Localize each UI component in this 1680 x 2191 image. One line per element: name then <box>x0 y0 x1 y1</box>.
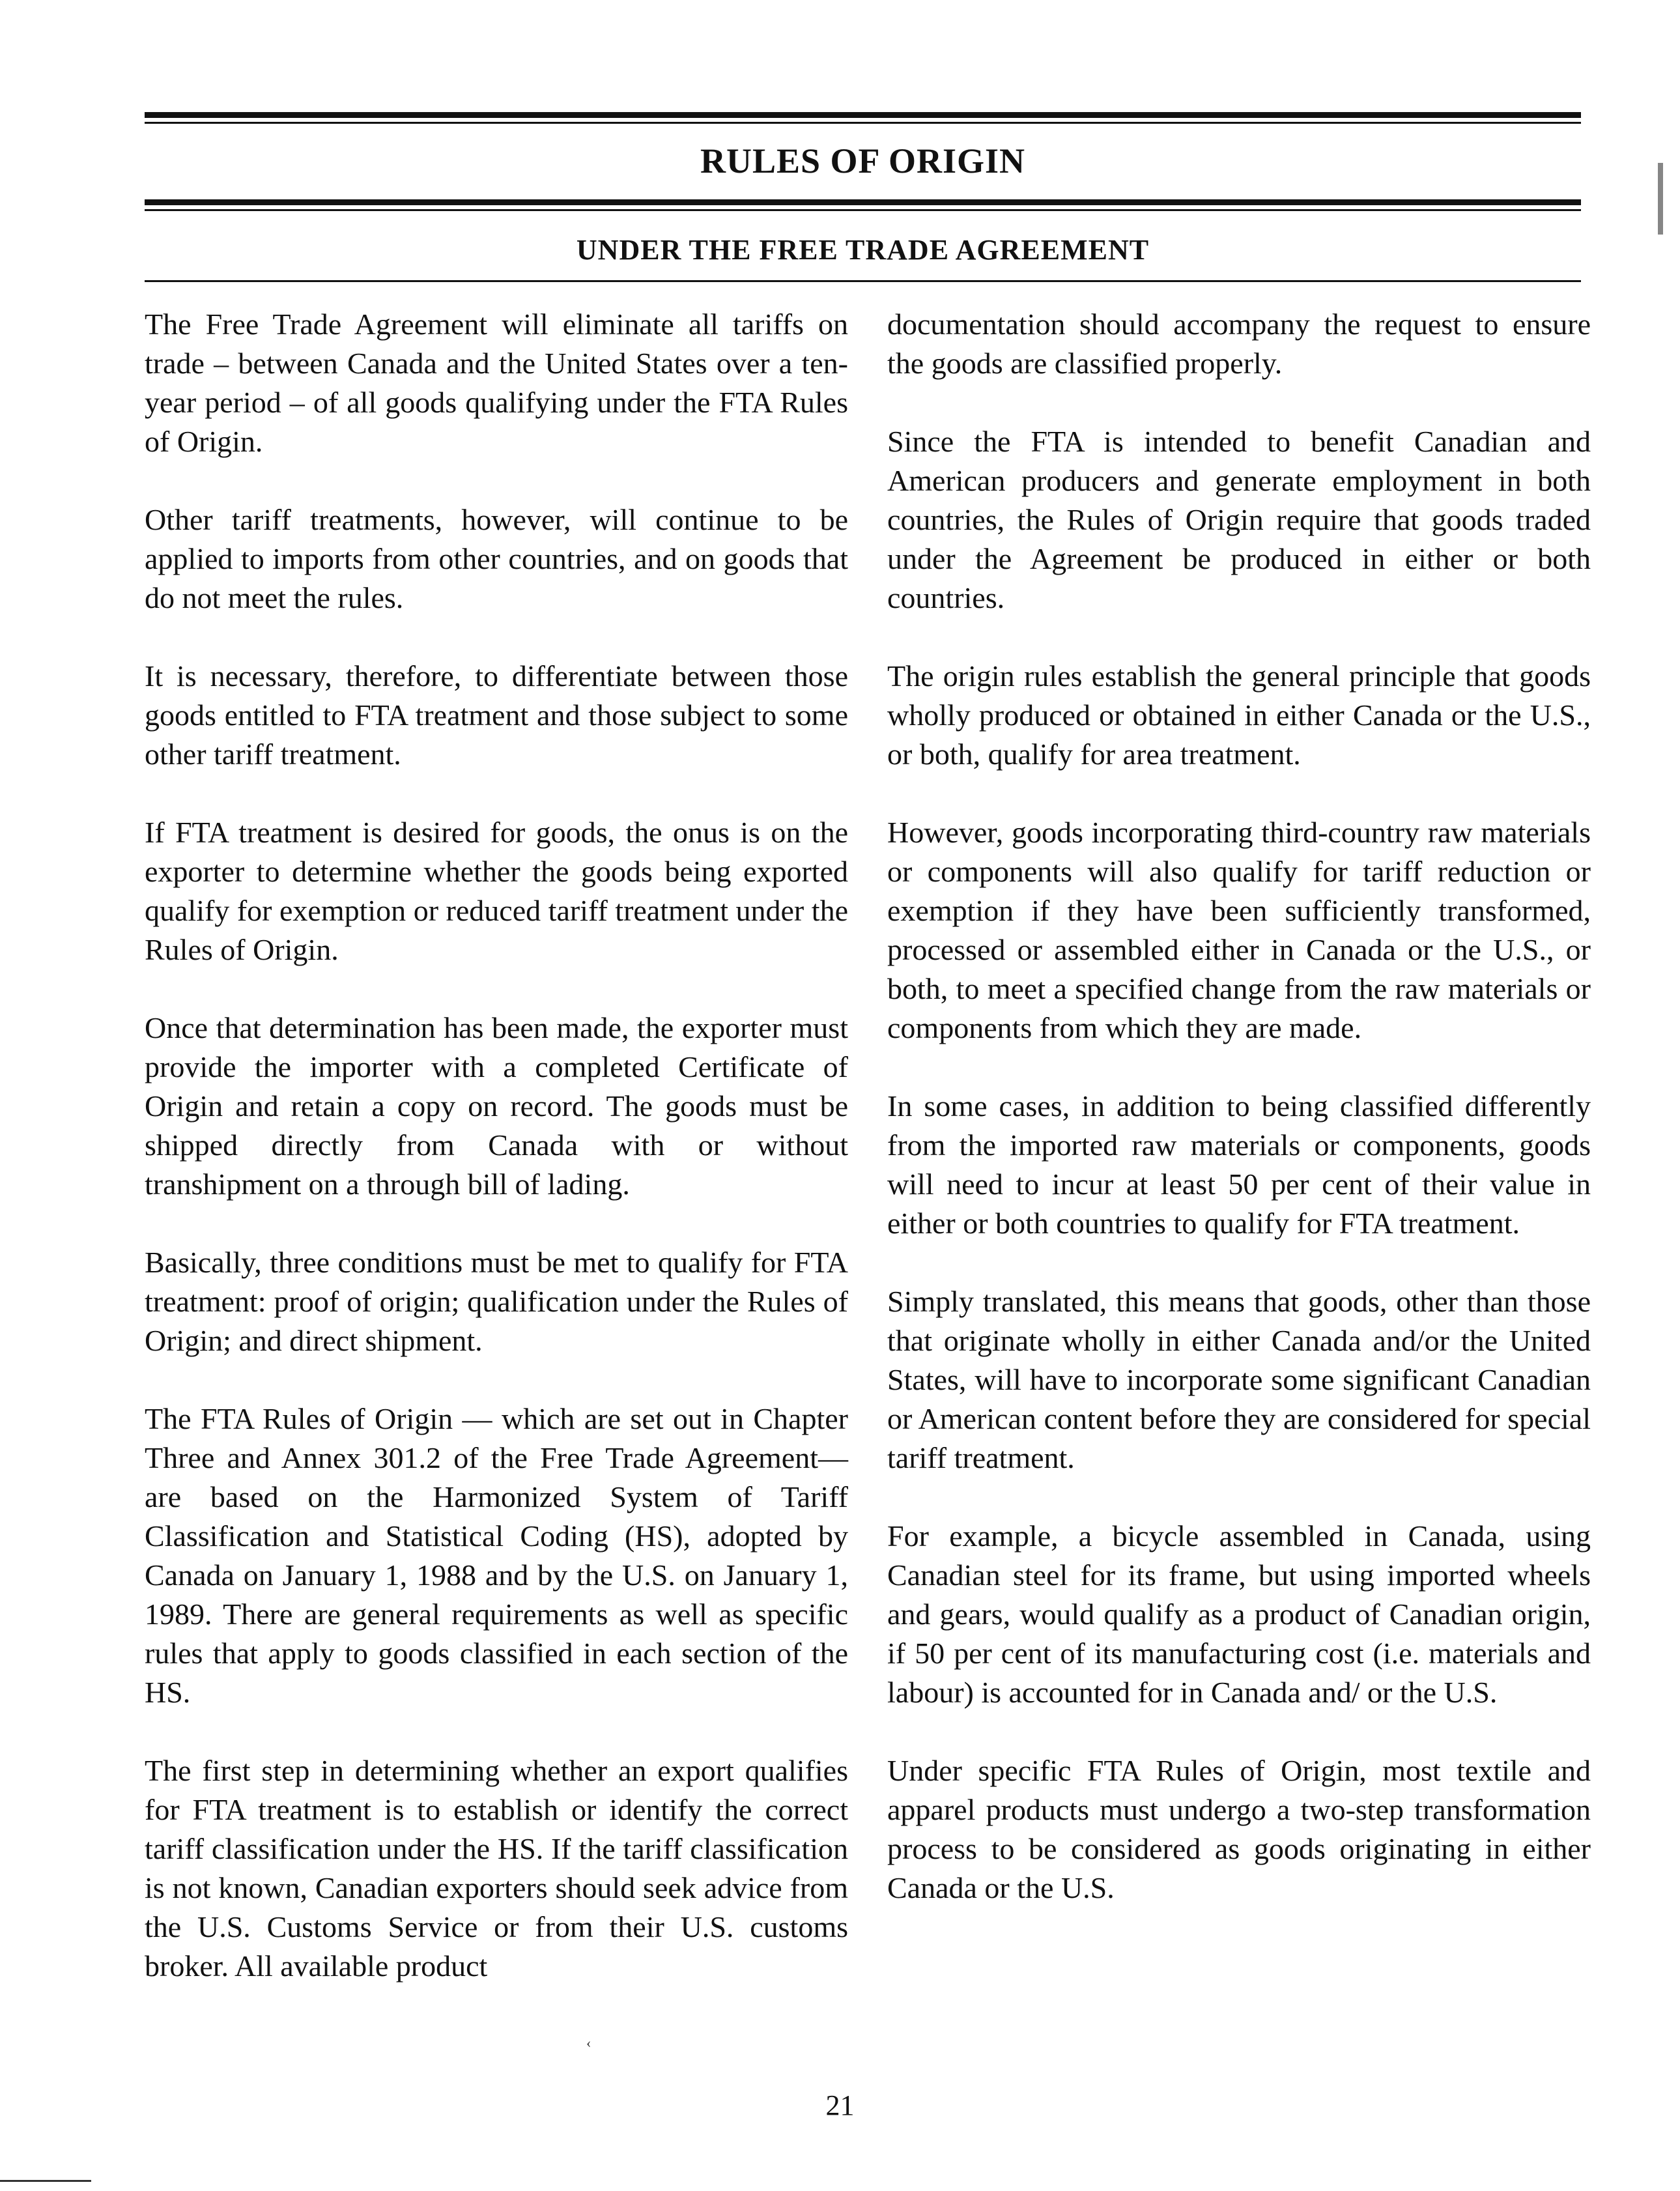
paragraph: However, goods incorporating third-country raw materials or components will also qualify for tariff reduction or exemption if they have been sufficiently transformed, processed or assembled either in Canada or the U.S., or both, to meet a specified change from the raw materials or components from which they are made. <box>887 816 1591 1044</box>
paragraph: Once that determination has been made, the exporter must provide the importer with a completed Certificate of Origin and retain a copy on record. The goods must be shipped directly from Canada with or without transhipment on a through bill of lading. <box>145 1011 848 1201</box>
title-bottom-rule-thin <box>145 209 1581 211</box>
title-bottom-rule-thick <box>145 199 1581 205</box>
paragraph: The first step in determining whether an export qualifies for FTA treatment is to establish or identify the correct tariff classification under the HS. If the tariff classification is not known, Canadian exporters should seek advice from the U.S. Customs Service or from their U.S. customs broker. All available product <box>145 1754 848 1983</box>
paragraph: The origin rules establish the general principle that goods wholly produced or obtained in either Canada or the U.S., or both, qualify for area treatment. <box>887 659 1591 771</box>
scan-artifact-line <box>0 2180 91 2182</box>
paragraph: Under specific FTA Rules of Origin, most textile and apparel products must undergo a two-step transformation process to be considered as goods originating in either Canada or the U.S. <box>887 1754 1591 1904</box>
paragraph: In some cases, in addition to being classified differently from the imported raw materials or components, goods will need to incur at least 50 per cent of their value in either or both countries to qualify for FTA treatment. <box>887 1089 1591 1240</box>
paragraph: Other tariff treatments, however, will continue to be applied to imports from other countries, and on goods that do not meet the rules. <box>145 503 848 614</box>
paragraph: Since the FTA is intended to benefit Canadian and American producers and generate employment in both countries, the Rules of Origin require that goods traded under the Agreement be produced in either or both countries. <box>887 425 1591 614</box>
paragraph: The FTA Rules of Origin — which are set out in Chapter Three and Annex 301.2 of the Free Trade Agreement— are based on the Harmonized System of Tariff Classification and Statistical Coding (HS), adopted by Canada on January 1, 1988 and by the U.S. on January 1, 1989. There are general requirements as well as specific rules that apply to goods classified in each section of the HS. <box>145 1402 848 1709</box>
page-number: 21 <box>825 2089 855 2121</box>
right-column <box>887 305 1591 1947</box>
scan-artifact-mark <box>1658 163 1663 235</box>
header-top-rule-thin <box>145 122 1581 124</box>
paragraph: It is necessary, therefore, to differentiate between those goods entitled to FTA treatment and those subject to some other tariff treatment. <box>145 659 848 771</box>
paragraph: The Free Trade Agreement will eliminate all tariffs on trade – between Canada and the United States over a ten-year period – of all goods qualifying under the FTA Rules of Origin. <box>145 308 848 458</box>
paragraph: documentation should accompany the request to ensure the goods are classified properly. <box>887 308 1591 380</box>
page-title: RULES OF ORIGIN <box>700 141 1026 180</box>
left-column <box>145 305 848 2025</box>
paragraph: Basically, three conditions must be met to qualify for FTA treatment: proof of origin; qualification under the Rules of Origin; and direct shipment. <box>145 1246 848 1357</box>
paragraph: Simply translated, this means that goods, other than those that originate wholly in either Canada and/or the United States, will have to incorporate some significant Canadian or American content before they are considered for special tariff treatment. <box>887 1285 1591 1474</box>
header-top-rule-thick <box>145 112 1581 118</box>
paragraph: If FTA treatment is desired for goods, the onus is on the exporter to determine whether the goods being exported qualify for exemption or reduced tariff treatment under the Rules of Origin. <box>145 816 848 966</box>
page-subtitle: UNDER THE FREE TRADE AGREEMENT <box>576 234 1150 266</box>
paragraph: For example, a bicycle assembled in Canada, using Canadian steel for its frame, but using imported wheels and gears, would qualify as a product of Canadian origin, if 50 per cent of its manufacturing cost (i.e. materials and labour) is accounted for in Canada and/ or the U.S. <box>887 1519 1591 1709</box>
subtitle-bottom-rule <box>145 280 1581 282</box>
scan-artifact-dot: ‹ <box>586 2035 591 2051</box>
